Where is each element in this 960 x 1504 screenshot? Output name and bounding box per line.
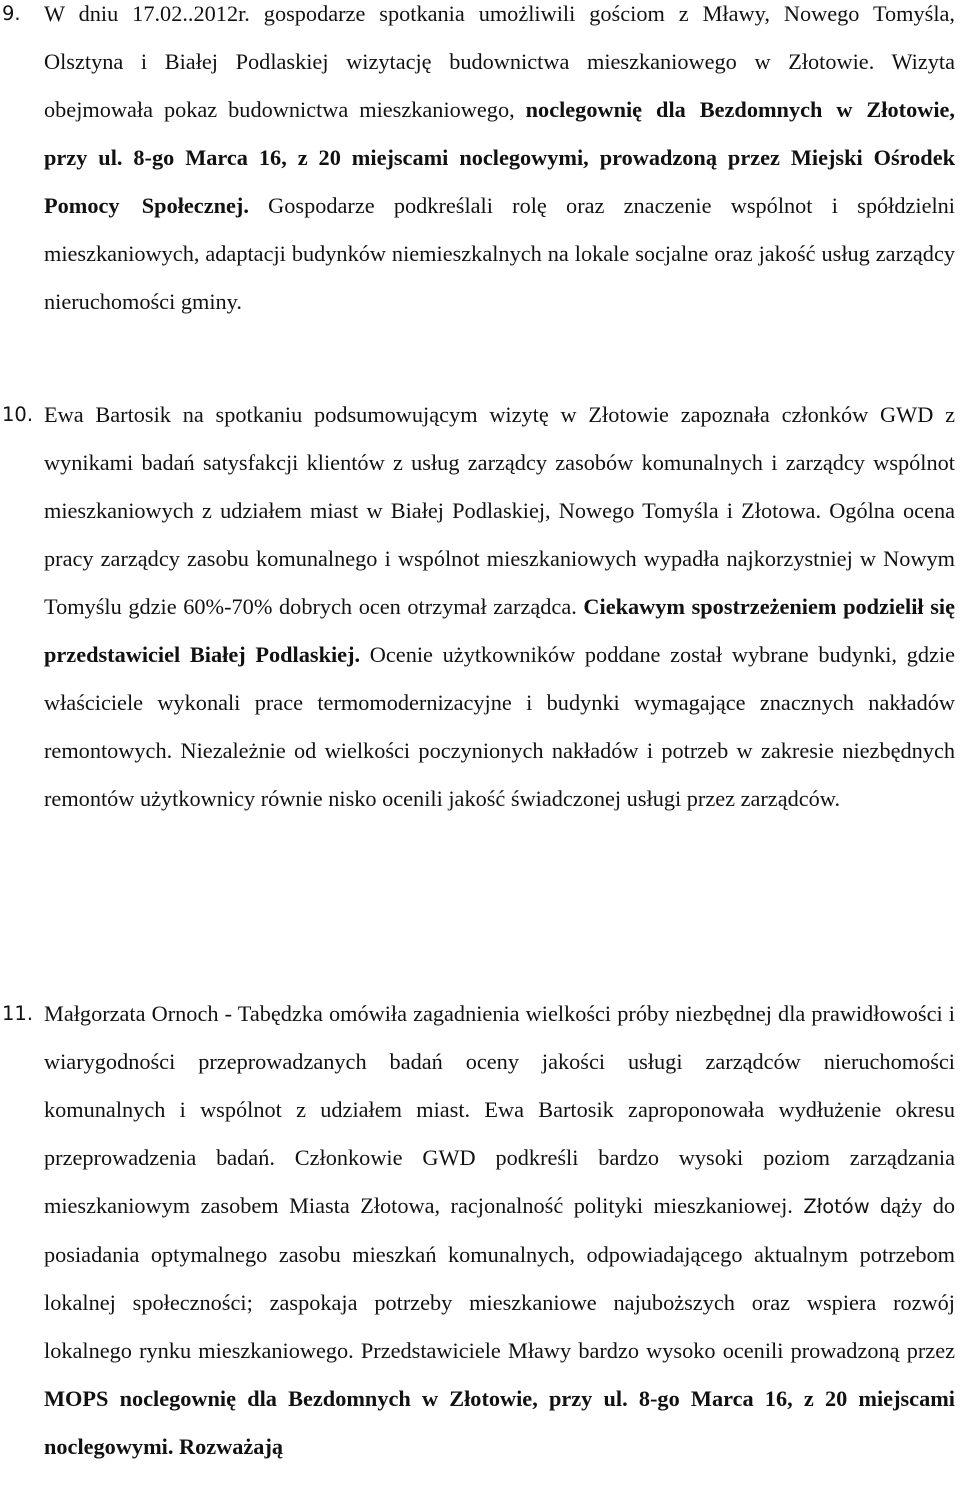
- paragraph-10: [44, 391, 955, 823]
- list-number: 11.: [2, 1002, 34, 1025]
- list-number: 10.: [2, 403, 34, 426]
- text-segment: Gospodarze podkreślali rolę oraz znaczenie wspólnot i spółdzielni mieszkaniowych, adaptacji budynków niemieszkalnych na lokale socjalne oraz jakość usług zarządcy nieruchomości gminy.: [44, 193, 955, 314]
- text-segment: dąży do posiadania optymalnego zasobu mieszkań komunalnych, odpowiadającego aktualnym potrzebom lokalnej społeczności; zaspokaja potrzeby mieszkaniowe najuboższych oraz wspiera rozwój lokalnego rynku mieszkaniowego. Przedstawiciele Mławy bardzo wysoko ocenili prowadzoną przez: [44, 1193, 955, 1363]
- text-segment: W dniu 17.02..2012r. gospodarze spotkania umożliwili gościom z Mławy, Nowego Tomyśla, Olsztyna i Białej Podlaskiej wizytację budownictwa mieszkaniowego w Złotowie. Wizyta obejmowała pokaz budownictwa mieszkaniowego,: [44, 1, 955, 122]
- text-segment-bold: Ciekawym spostrzeżeniem podzielił się przedstawiciel Białej Podlaskiej.: [44, 594, 955, 667]
- paragraph-11: [44, 990, 955, 1471]
- text-segment: Ocenie użytkowników poddane został wybrane budynki, gdzie właściciele wykonali prace termomodernizacyjne i budynki wymagające znacznych nakładów remontowych. Niezależnie od wielkości poczynionych nakładów i potrzeb w zakresie niezbędnych remontów użytkownicy równie nisko ocenili jakość świadczonej usługi przez zarządców.: [44, 642, 956, 811]
- text-segment: Ewa Bartosik na spotkaniu podsumowującym wizytę w Złotowie zapoznała członków GWD z wynikami badań satysfakcji klientów z usług zarządcy zasobów komunalnych i zarządcy wspólnot mieszkaniowych z udziałem miast w Białej Podlaskiej, Nowego Tomyśla i Złotowa. Ogólna ocena pracy zarządcy zasobu komunalnego i wspólnot mieszkaniowych wypadła najkorzystniej w Nowym Tomyślu gdzie 60%-70% dobrych ocen otrzymał zarządca.: [44, 402, 955, 619]
- text-segment-bold: noclegownię dla Bezdomnych w Złotowie, przy ul. 8-go Marca 16, z 20 miejscami noclegowymi, prowadzoną przez Miejski Ośrodek Pomocy Społecznej.: [44, 97, 955, 218]
- list-number: 9.: [2, 2, 21, 25]
- text-segment-sans: Złotów: [803, 1195, 870, 1218]
- paragraph-9: [44, 0, 955, 326]
- text-segment-bold: MOPS noclegownię dla Bezdomnych w Złotowie, przy ul. 8-go Marca 16, z 20 miejscami noclegowymi. Rozważają: [44, 1386, 955, 1459]
- text-segment: Małgorzata Ornoch - Tabędzka omówiła zagadnienia wielkości próby niezbędnej dla prawidłowości i wiarygodności przeprowadzanych badań oceny jakości usługi zarządców nieruchomości komunalnych i wspólnot z udziałem miast. Ewa Bartosik zaproponowała wydłużenie okresu przeprowadzenia badań. Członkowie GWD podkreśli bardzo wysoki poziom zarządzania mieszkaniowym zasobem Miasta Złotowa, racjonalność polityki mieszkaniowej.: [44, 1001, 955, 1218]
